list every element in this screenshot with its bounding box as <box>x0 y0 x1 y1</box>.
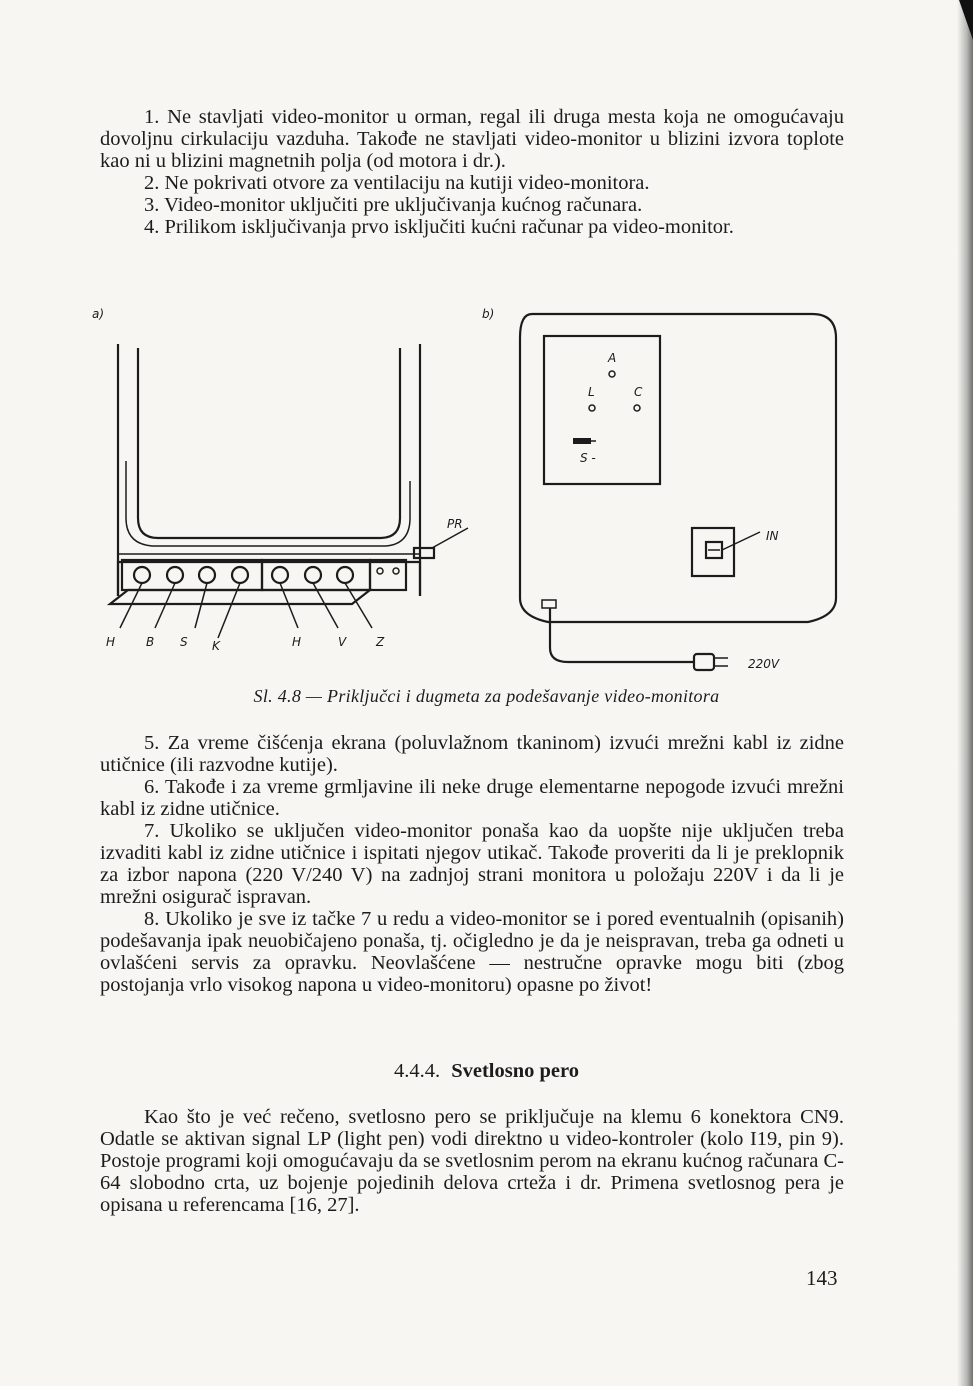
control-knobs <box>134 567 399 583</box>
figure-caption: Sl. 4.8 — Priključci i dugmeta za podešavanje video-monitora <box>253 686 720 706</box>
power-plug <box>694 654 714 670</box>
paragraph-8: 8. Ukoliko je sve iz tačke 7 u redu a video-monitor se i pored eventualnih (opisanih) podešavanja ipak neuobičajeno ponaša, tj. očigledno je da je neispravan, treba ga odneti u ovlašćeni servis za opravku. Neovlašćene — nestručne opravke mogu biti (zbog postojanja vrlo visokog napona u video-monitoru) opasne po život! <box>100 908 844 996</box>
figure-label-a: a) <box>92 307 105 321</box>
back-label-s: S - <box>580 451 596 465</box>
paragraph-6: 6. Takođe i za vreme grmljavine ili neke druge elementarne nepogode izvući mrežni kabl iz zidne utičnice. <box>100 776 844 820</box>
paragraph-7: 7. Ukoliko se uključen video-monitor ponaša kao da uopšte nije uključen treba izvaditi kabl iz zidne utičnice i ispitati njegov utikač. Takođe proveriti da li je preklopnik za izbor napona (220 V/240 V) na zadnjoj strani monitora u položaju 220V i da li je mrežni osigurač ispravan. <box>100 820 844 908</box>
back-label-c: C <box>634 385 643 399</box>
section-number: 4.4.4. <box>393 1060 441 1082</box>
fuse-holder <box>692 528 734 576</box>
front-label-v: V <box>338 635 347 649</box>
monitor-front-drawing <box>106 344 468 653</box>
paragraph-1: 1. Ne stavljati video-monitor u orman, regal ili druga mesta koja ne omogućavaju dovoljnu cirkulaciju vazduha. Takođe ne stavljati video-monitor u blizini izvora toplote kao ni u blizini magnetnih polja (od motora i dr.). <box>100 106 844 172</box>
paragraph-2: 2. Ne pokrivati otvore za ventilaciju na kutiji video-monitora. <box>144 172 650 194</box>
section-body <box>100 1106 844 1216</box>
back-label-a: A <box>608 351 617 365</box>
back-label-l: L <box>588 385 595 399</box>
instructions-top <box>100 106 844 238</box>
front-label-s: S <box>180 635 188 649</box>
pr-label: PR <box>447 517 463 531</box>
paragraph-3: 3. Video-monitor uključiti pre uključivanja kućnog računara. <box>144 194 643 216</box>
paragraph-light-pen: Kao što je već rečeno, svetlosno pero se priključuje na klemu 6 konektora CN9. Odatle se aktivan signal LP (light pen) vodi direktno u video-kontroler (kolo I19, pin 9). Postoje programi koji omogućavaju da se svetlosnim perom na ekranu kućnog računara C-64 slobodno crta, uz bojenje pojedinih delova crteža i dr. Primena svetlosnog pera je opisana u referencama [16, 27]. <box>100 1106 844 1216</box>
page-corner <box>959 0 973 40</box>
section-title: Svetlosno pero <box>451 1060 579 1082</box>
page-number: 143 <box>806 1266 838 1290</box>
paragraph-4: 4. Prilikom isključivanja prvo isključiti kućni računar pa video-monitor. <box>144 216 734 238</box>
voltage-label: 220V <box>748 657 780 671</box>
front-label-b: B <box>146 635 155 649</box>
in-label: IN <box>766 529 779 543</box>
monitor-back-drawing <box>520 314 836 671</box>
figure-label-b: b) <box>482 307 495 321</box>
front-label-h2: H <box>292 635 302 649</box>
figure-4-8 <box>80 296 860 686</box>
section-heading <box>0 1060 973 1083</box>
front-label-h: H <box>106 635 116 649</box>
connector-panel <box>544 336 660 484</box>
pr-switch <box>414 548 434 558</box>
instructions-mid <box>100 732 844 996</box>
front-label-z: Z <box>376 635 385 649</box>
front-label-k: K <box>212 639 220 653</box>
paragraph-5: 5. Za vreme čišćenja ekrana (poluvlažnom tkaninom) izvući mrežni kabl iz zidne utičnice (ili razvodne kutije). <box>100 732 844 776</box>
